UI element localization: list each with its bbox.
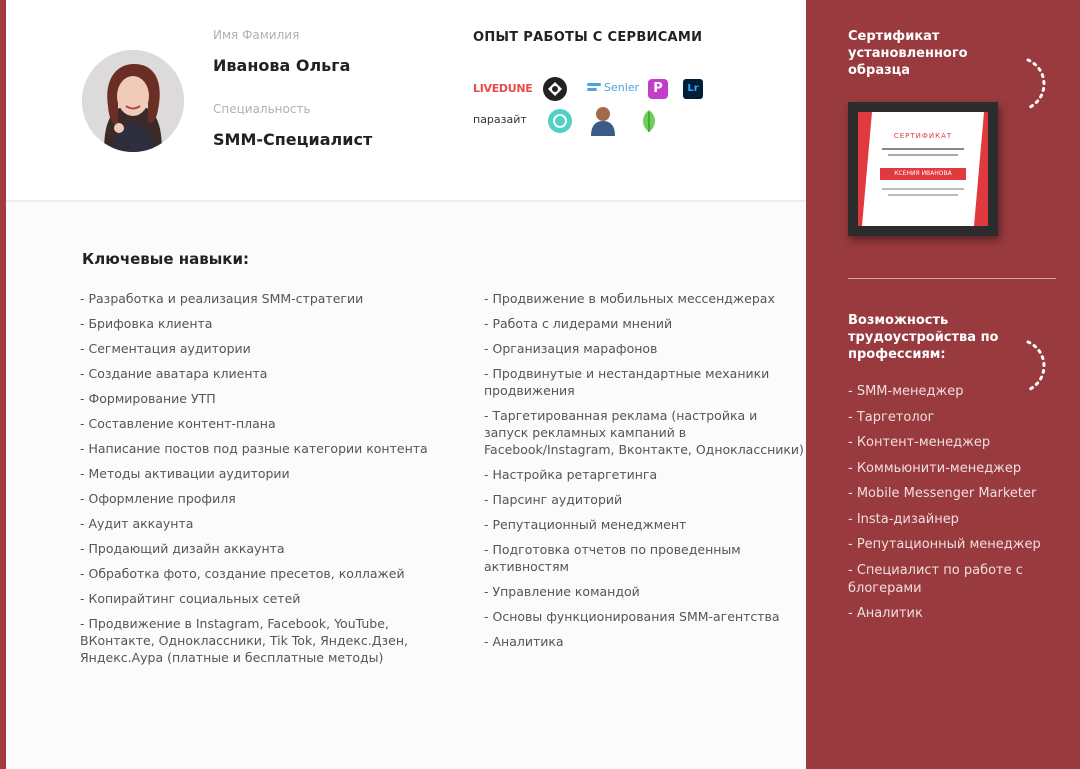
skills-title: Ключевые навыки: xyxy=(82,250,249,268)
picsart-logo: P xyxy=(648,79,668,99)
skill-item: - Составление контент-плана xyxy=(80,416,276,431)
services-title: ОПЫТ РАБОТЫ С СЕРВИСАМИ xyxy=(473,30,703,45)
certificate-header: СЕРТИФИКАТ xyxy=(893,132,953,140)
skill-item: - Оформление профиля xyxy=(80,491,236,506)
skill-item: - Сегментация аудитории xyxy=(80,341,251,356)
skill-item: - Аналитика xyxy=(484,634,564,649)
certificate-name: КСЕНИЯ ИВАНОВА xyxy=(880,168,966,180)
skill-item: - Разработка и реализация SMM-стратегии xyxy=(80,291,364,306)
skill-item: - Таргетированная реклама (настройка и запуск рекламных кампаний в Facebook/Instagram, Вконтакте, Одноклассники) xyxy=(484,408,804,457)
skill-item: - Брифовка клиента xyxy=(80,316,213,331)
skill-item: - Формирование УТП xyxy=(80,391,216,406)
job-item: - Специалист по работе с блогерами xyxy=(848,562,1023,596)
person-photo-icon xyxy=(588,104,618,136)
sidebar xyxy=(806,0,1080,769)
skills-list-right xyxy=(484,290,804,658)
sidebar-divider xyxy=(848,278,1056,279)
jobs-title: Возможность трудоустройства по профессиям: xyxy=(848,313,999,362)
jobs-list xyxy=(848,383,1068,631)
certificate-title: Сертификат установленного образца xyxy=(848,29,968,78)
skill-item: - Продвижение в Instagram, Facebook, YouTube, ВКонтакте, Одноклассники, Tik Tok, Яндекс.Дзен, Яндекс.Аура (платные и бесплатные методы) xyxy=(80,616,408,665)
skill-item: - Аудит аккаунта xyxy=(80,516,194,531)
specialty-caption: Специальность xyxy=(213,102,311,116)
profile-header xyxy=(6,0,806,202)
skill-item: - Написание постов под разные категории контента xyxy=(80,441,428,456)
job-item: - Коммьюнити-менеджер xyxy=(848,460,1022,476)
senler-logo-icon xyxy=(586,80,602,96)
canva-logo-icon xyxy=(547,108,573,134)
main-panel xyxy=(6,0,806,769)
certificate-image xyxy=(848,102,998,236)
skill-item: - Копирайтинг социальных сетей xyxy=(80,591,301,606)
full-name: Иванова Ольга xyxy=(213,56,351,75)
skill-item: - Основы функционирования SMM-агентства xyxy=(484,609,780,624)
skill-item: - Создание аватара клиента xyxy=(80,366,268,381)
skill-item: - Репутационный менеджмент xyxy=(484,517,687,532)
skill-item: - Продающий дизайн аккаунта xyxy=(80,541,285,556)
job-item: - Mobile Messenger Marketer xyxy=(848,486,1037,501)
job-item: - SMM-менеджер xyxy=(848,384,964,399)
skill-item: - Настройка ретаргетинга xyxy=(484,467,658,482)
senler-logo: Senler xyxy=(604,81,640,94)
skill-item: - Парсинг аудиторий xyxy=(484,492,623,507)
name-caption: Имя Фамилия xyxy=(213,28,300,42)
skill-item: - Продвинутые и нестандартные механики продвижения xyxy=(484,366,770,398)
parazait-logo: паразайт xyxy=(473,113,527,126)
job-item: - Таргетолог xyxy=(848,409,935,425)
snapseed-leaf-icon xyxy=(637,108,661,134)
avatar xyxy=(82,50,184,152)
livedune-logo: LIVEDUNE xyxy=(473,82,533,95)
specialty: SMM-Специалист xyxy=(213,130,373,149)
lightroom-logo: Lr xyxy=(683,79,703,99)
skill-item: - Продвижение в мобильных мессенджерах xyxy=(484,291,775,306)
job-item: - Insta-дизайнер xyxy=(848,511,959,527)
skill-item: - Подготовка отчетов по проведенным активностям xyxy=(484,542,741,574)
skill-item: - Работа с лидерами мнений xyxy=(484,316,673,331)
dotted-arc-icon xyxy=(1024,56,1058,112)
certificate-paper xyxy=(858,112,988,226)
skill-item: - Обработка фото, создание пресетов, коллажей xyxy=(80,566,405,581)
skill-item: - Управление командой xyxy=(484,584,640,599)
job-item: - Репутационный менеджер xyxy=(848,537,1041,552)
job-item: - Аналитик xyxy=(848,606,923,621)
skill-item: - Методы активации аудитории xyxy=(80,466,290,481)
skills-list-left xyxy=(80,290,440,674)
planoly-logo-icon xyxy=(542,76,568,102)
job-item: - Контент-менеджер xyxy=(848,435,991,450)
avatar-photo xyxy=(82,50,184,152)
skill-item: - Организация марафонов xyxy=(484,341,658,356)
